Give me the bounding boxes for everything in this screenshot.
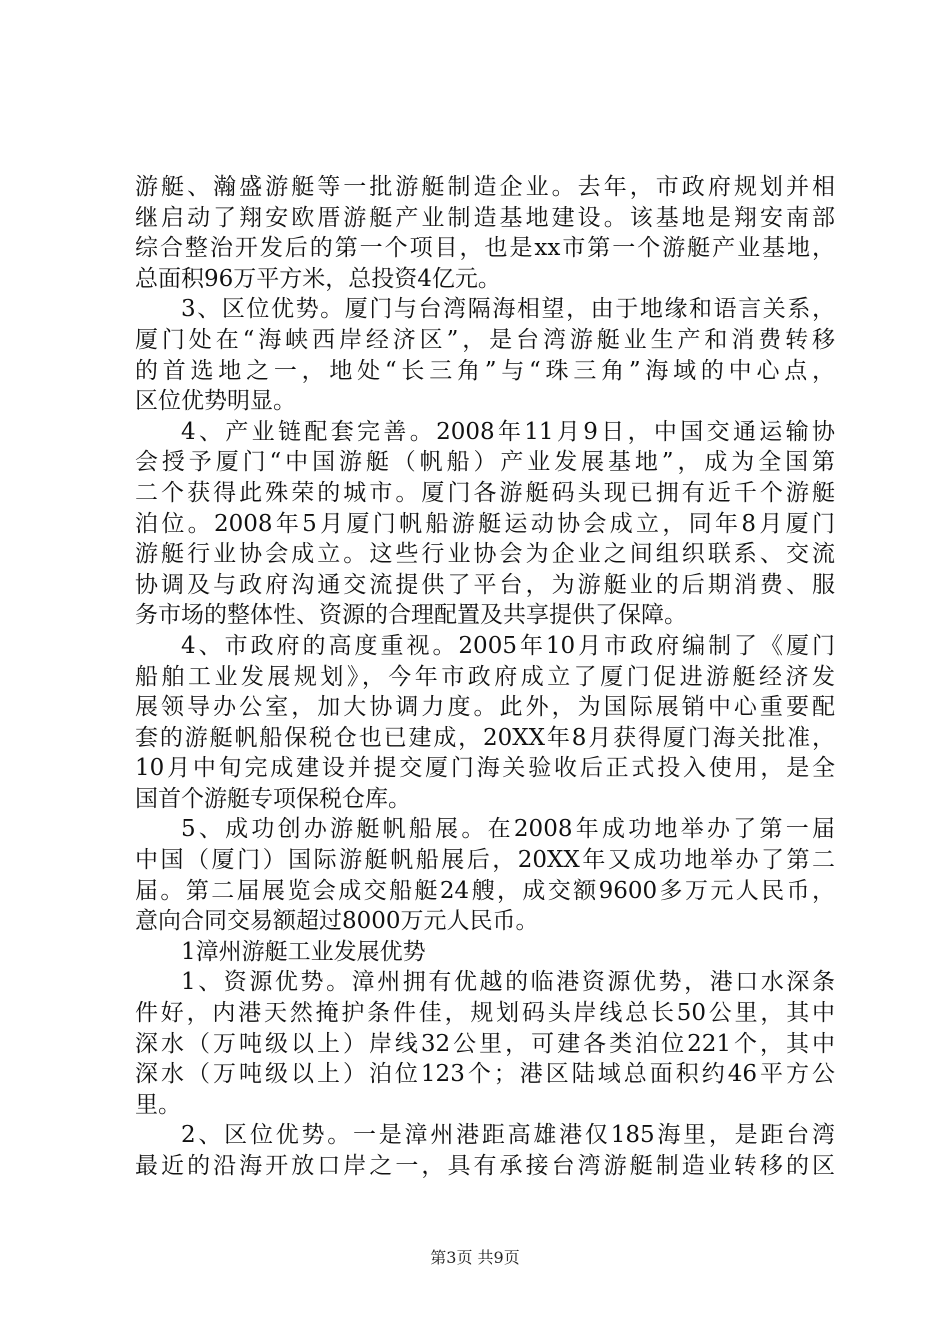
text-line: 泊位。2008年5月厦门帆船游艇运动协会成立，同年8月厦门 bbox=[135, 510, 835, 537]
text-line: 届。第二届展览会成交船艇24艘，成交额9600多万元人民币， bbox=[135, 877, 835, 904]
text-line: 二个获得此殊荣的城市。厦门各游艇码头现已拥有近千个游艇 bbox=[135, 479, 835, 506]
text-line: 综合整治开发后的第一个项目，也是xx市第一个游艇产业基地， bbox=[135, 235, 835, 262]
text-line: 的首选地之一，地处“长三角”与“珠三角”海域的中心点， bbox=[135, 357, 835, 384]
text-line: 件好，内港天然掩护条件佳，规划码头岸线总长50公里，其中 bbox=[135, 1000, 835, 1027]
text-line: 4、市政府的高度重视。2005年10月市政府编制了《厦门 bbox=[181, 632, 835, 659]
text-line: 5、成功创办游艇帆船展。在2008年成功地举办了第一届 bbox=[181, 816, 835, 843]
text-line: 国首个游艇专项保税仓库。 bbox=[135, 785, 411, 812]
text-line: 1、资源优势。漳州拥有优越的临港资源优势，港口水深条 bbox=[181, 969, 835, 996]
text-line: 3、区位优势。厦门与台湾隔海相望，由于地缘和语言关系， bbox=[181, 296, 835, 323]
document-body bbox=[135, 172, 835, 1182]
text-line: 套的游艇帆船保税仓也已建成，20XX年8月获得厦门海关批准， bbox=[135, 724, 835, 751]
text-line: 总面积96万平方米，总投资4亿元。 bbox=[135, 265, 501, 292]
text-line: 游艇行业协会成立。这些行业协会为企业之间组织联系、交流 bbox=[135, 541, 835, 568]
text-line: 10月中旬完成建设并提交厦门海关验收后正式投入使用，是全 bbox=[135, 755, 835, 782]
text-line: 务市场的整体性、资源的合理配置及共享提供了保障。 bbox=[135, 602, 687, 629]
text-line: 船舶工业发展规划》，今年市政府成立了厦门促进游艇经济发 bbox=[135, 663, 835, 690]
page-number-footer: 第3页 共9页 bbox=[430, 1248, 520, 1267]
text-line: 展领导办公室，加大协调力度。此外，为国际展销中心重要配 bbox=[135, 694, 835, 721]
text-line: 4、产业链配套完善。2008年11月9日，中国交通运输协 bbox=[181, 418, 835, 445]
text-line: 里。 bbox=[135, 1091, 181, 1118]
text-line: 厦门处在“海峡西岸经济区”，是台湾游艇业生产和消费转移 bbox=[135, 326, 835, 353]
text-line: 深水（万吨级以上）岸线32公里，可建各类泊位221个，其中 bbox=[135, 1030, 835, 1057]
text-line: 区位优势明显。 bbox=[135, 388, 296, 415]
text-line: 中国（厦门）国际游艇帆船展后，20XX年又成功地举办了第二 bbox=[135, 847, 835, 874]
text-line: 最近的沿海开放口岸之一，具有承接台湾游艇制造业转移的区 bbox=[135, 1153, 835, 1179]
text-line: 会授予厦门“中国游艇（帆船）产业发展基地”，成为全国第 bbox=[135, 449, 835, 476]
text-line: 意向合同交易额超过8000万元人民币。 bbox=[135, 908, 539, 935]
text-line: 继启动了翔安欧厝游艇产业制造基地建设。该基地是翔安南部 bbox=[135, 204, 835, 231]
text-line: 深水（万吨级以上）泊位123个；港区陆域总面积约46平方公 bbox=[135, 1061, 835, 1088]
text-line: 协调及与政府沟通交流提供了平台，为游艇业的后期消费、服 bbox=[135, 571, 835, 598]
text-line: 游艇、瀚盛游艇等一批游艇制造企业。去年，市政府规划并相 bbox=[135, 174, 835, 200]
section-heading: 1漳州游艇工业发展优势 bbox=[181, 938, 426, 965]
text-line: 2、区位优势。一是漳州港距高雄港仅185海里，是距台湾 bbox=[181, 1122, 835, 1149]
